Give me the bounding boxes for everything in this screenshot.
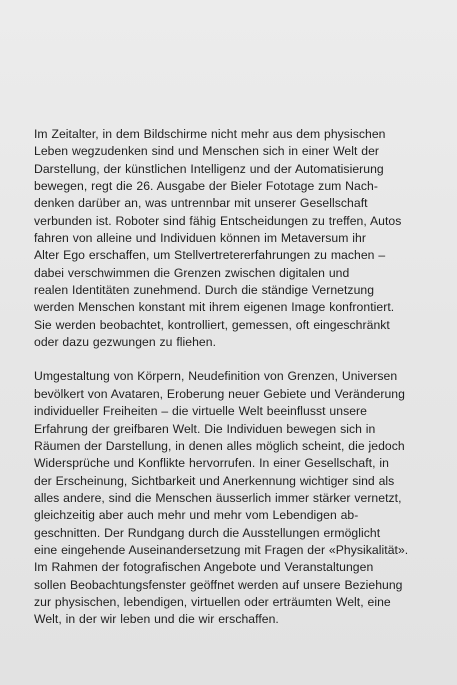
paragraph-2 — [34, 368, 434, 628]
text-line: dabei verschwimmen die Grenzen zwischen digitalen und — [34, 265, 350, 280]
text-line: Räumen der Darstellung, in denen alles möglich scheint, die jedoch — [34, 438, 405, 453]
text-line: realen Identitäten zunehmend. Durch die ständige Vernetzung — [34, 283, 375, 298]
text-line: Im Rahmen der fotografischen Angebote und Veranstaltungen — [34, 560, 374, 575]
text-line: bewegen, regt die 26. Ausgabe der Bieler Fototage zum Nach- — [34, 179, 378, 194]
text-line: bevölkert von Avataren, Eroberung neuer Gebiete und Veränderung — [34, 386, 405, 401]
paragraph-1 — [34, 126, 434, 351]
text-line: Leben wegzudenken sind und Menschen sich in einer Welt der — [34, 144, 380, 159]
text-line: zur physischen, lebendigen, virtuellen oder erträumten Welt, eine — [34, 594, 391, 609]
text-line: werden Menschen konstant mit ihrem eigenen Image konfrontiert. — [34, 300, 395, 315]
text-line: sollen Beobachtungsfenster geöffnet werden auf unsere Beziehung — [34, 577, 403, 592]
text-line: verbunden ist. Roboter sind fähig Entscheidungen zu treffen, Autos — [34, 213, 402, 228]
text-line: alles andere, sind die Menschen äusserlich immer stärker vernetzt, — [34, 490, 402, 505]
text-line: fahren von alleine und Individuen können im Metaversum ihr — [34, 231, 366, 246]
text-line: Erfahrung der greifbaren Welt. Die Individuen bewegen sich in — [34, 421, 376, 436]
text-line: individueller Freiheiten – die virtuelle Welt beeinflusst unsere — [34, 404, 367, 419]
text-line: geschnitten. Der Rundgang durch die Ausstellungen ermöglicht — [34, 525, 381, 540]
text-line: Widersprüche und Konflikte hervorrufen. In einer Gesellschaft, in — [34, 456, 389, 471]
text-line: eine eingehende Auseinandersetzung mit Fragen der «Physikalität». — [34, 542, 409, 557]
text-line: denken darüber an, was untrennbar mit unserer Gesellschaft — [34, 196, 368, 211]
text-line: Im Zeitalter, in dem Bildschirme nicht mehr aus dem physischen — [34, 127, 386, 141]
text-line: oder dazu gezwungen zu fliehen. — [34, 335, 217, 350]
wall-text — [34, 126, 434, 646]
text-line: Darstellung, der künstlichen Intelligenz und der Automatisierung — [34, 161, 384, 176]
text-line: Umgestaltung von Körpern, Neudefinition von Grenzen, Universen — [34, 369, 398, 384]
text-line: gleichzeitig aber auch mehr und mehr vom Lebendigen ab- — [34, 508, 359, 523]
text-line: der Erscheinung, Sichtbarkeit und Anerkennung wichtiger sind als — [34, 473, 395, 488]
text-line: Alter Ego erschaffen, um Stellvertretererfahrungen zu machen – — [34, 248, 386, 263]
text-line: Sie werden beobachtet, kontrolliert, gemessen, oft eingeschränkt — [34, 317, 390, 332]
text-line: Welt, in der wir leben und die wir erschaffen. — [34, 612, 279, 627]
